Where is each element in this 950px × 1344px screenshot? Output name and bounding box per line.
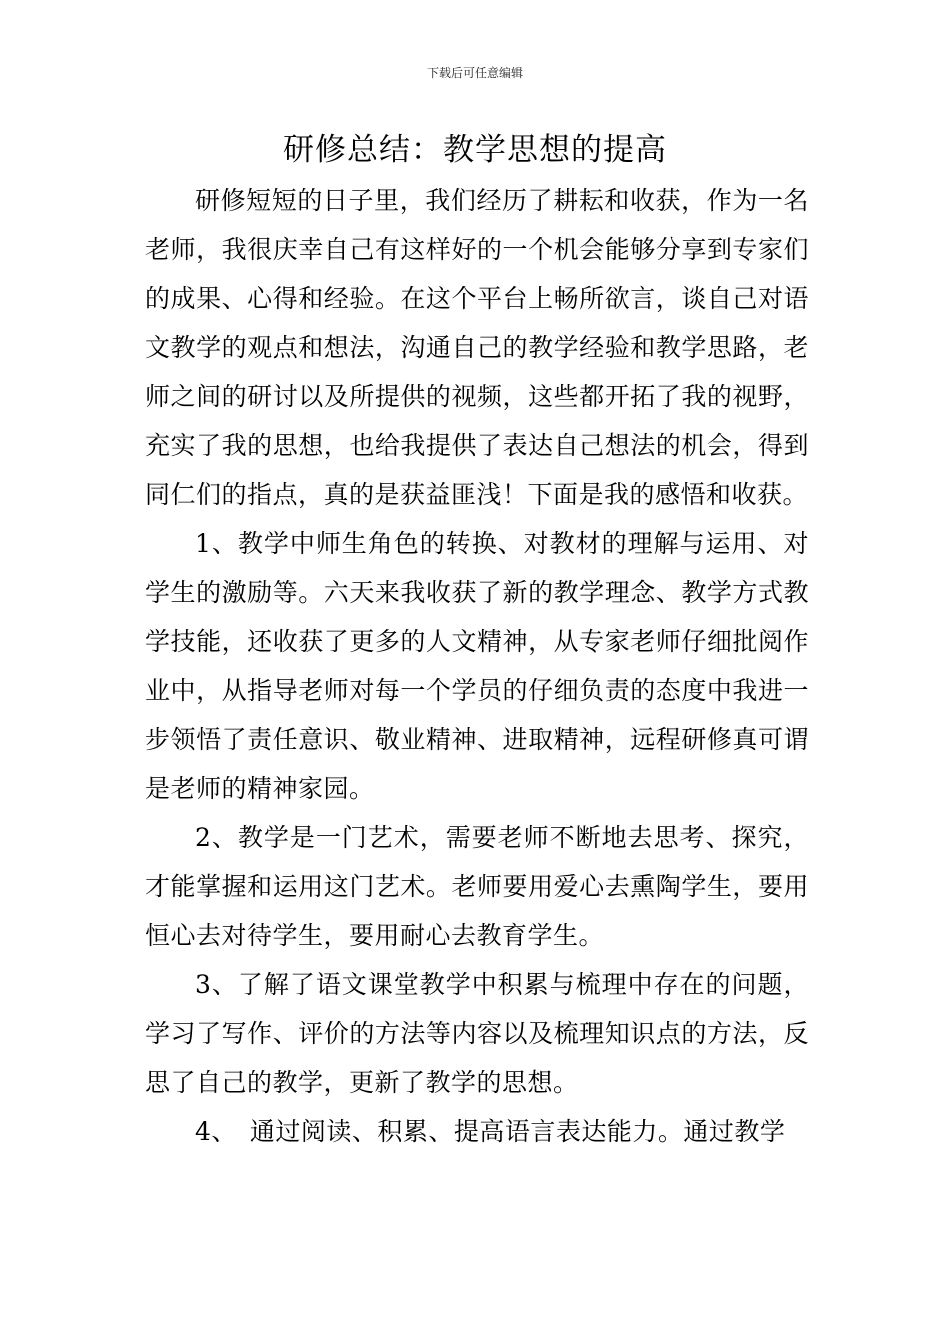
document-title: 研修总结：教学思想的提高 [283, 132, 667, 168]
paragraph-point-4: 4、 通过阅读、积累、提高语言表达能力。通过教学 [195, 1117, 786, 1146]
document-body [145, 176, 809, 1156]
paragraph-point-2: 2、教学是一门艺术，需要老师不断地去思考、探究，才能掌握和运用这门艺术。老师要用爱心去熏陶学生，要用恒心去对待学生，要用耐心去教育学生。 [145, 823, 809, 950]
paragraph-intro: 研修短短的日子里，我们经历了耕耘和收获，作为一名老师，我很庆幸自己有这样好的一个机会能够分享到专家们的成果、心得和经验。在这个平台上畅所欲言，谈自己对语文教学的观点和想法，沟通自己的教学经验和教学思路，老师之间的研讨以及所提供的视频，这些都开拓了我的视野，充实了我的思想，也给我提供了表达自己想法的机会，得到同仁们的指点，真的是获益匪浅！下面是我的感悟和收获。 [145, 186, 809, 509]
paragraph-point-3: 3、了解了语文课堂教学中积累与梳理中存在的问题，学习了写作、评价的方法等内容以及梳理知识点的方法，反思了自己的教学，更新了教学的思想。 [145, 970, 809, 1097]
paragraph-point-1: 1、教学中师生角色的转换、对教材的理解与运用、对学生的激励等。六天来我收获了新的教学理念、教学方式教学技能，还收获了更多的人文精神，从专家老师仔细批阅作业中，从指导老师对每一个学员的仔细负责的态度中我进一步领悟了责任意识、敬业精神、进取精神，远程研修真可谓是老师的精神家园。 [145, 529, 809, 803]
header-note: 下载后可任意编辑 [426, 66, 523, 80]
